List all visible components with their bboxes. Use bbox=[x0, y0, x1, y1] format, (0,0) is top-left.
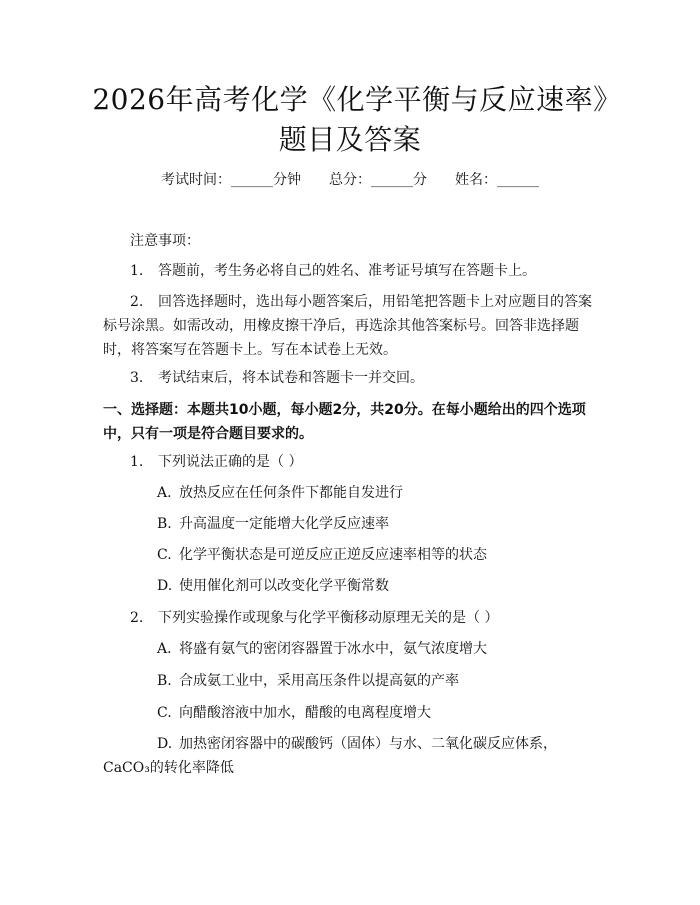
option-item bbox=[103, 732, 598, 780]
option-text: 将盛有氨气的密闭容器置于冰水中，氨气浓度增大 bbox=[179, 641, 487, 657]
option-item bbox=[157, 671, 459, 691]
option-text: 合成氨工业中，采用高压条件以提高氨的产率 bbox=[179, 673, 459, 689]
note-item bbox=[103, 290, 598, 362]
question-number: 2. bbox=[130, 610, 144, 626]
option-label: B. bbox=[157, 673, 172, 689]
question-text: 下列说法正确的是（ ） bbox=[158, 454, 303, 470]
note-text: 考试结束后，将本试卷和答题卡一并交回。 bbox=[158, 370, 424, 386]
option-label: D. bbox=[157, 736, 173, 752]
question-text: 下列实验操作或现象与化学平衡移动原理无关的是（ ） bbox=[158, 610, 499, 626]
option-item bbox=[157, 514, 389, 534]
option-item bbox=[157, 703, 431, 723]
option-item bbox=[157, 576, 389, 596]
total-score-field: 总分：______分 bbox=[329, 172, 427, 188]
exam-meta bbox=[0, 170, 700, 190]
option-label: B. bbox=[157, 516, 172, 532]
note-item bbox=[103, 366, 598, 390]
note-text: 回答选择题时，选出每小题答案后，用铅笔把答题卡上对应题目的答案标号涂黑。如需改动，用橡皮擦干净后，再选涂其他答案标号。回答非选择题时，将答案写在答题卡上。写在本试卷上无效。 bbox=[103, 294, 592, 358]
note-text: 答题前，考生务必将自己的姓名、准考证号填写在答题卡上。 bbox=[158, 263, 536, 279]
page-title: 2026年高考化学《化学平衡与反应速率》题目及答案 bbox=[92, 83, 608, 156]
option-label: A. bbox=[157, 641, 172, 657]
section-heading: 一、选择题：本题共10小题，每小题2分，共20分。在每小题给出的四个选项中，只有一项是符合题目要求的。 bbox=[103, 402, 586, 442]
option-text: 加热密闭容器中的碳酸钙（固体）与水、二氧化碳反应体系，CaCO₃的转化率降低 bbox=[103, 736, 557, 776]
option-item bbox=[157, 639, 487, 659]
question-stem bbox=[130, 608, 498, 628]
option-text: 化学平衡状态是可逆反应正逆反应速率相等的状态 bbox=[179, 547, 487, 563]
note-number: 3. bbox=[130, 370, 144, 386]
note-number: 1. bbox=[130, 263, 144, 279]
option-label: A. bbox=[157, 485, 172, 501]
option-text: 放热反应在任何条件下都能自发进行 bbox=[179, 485, 403, 501]
option-text: 向醋酸溶液中加水，醋酸的电离程度增大 bbox=[179, 705, 431, 721]
option-item bbox=[157, 483, 403, 503]
option-text: 使用催化剂可以改变化学平衡常数 bbox=[179, 578, 389, 594]
question-stem bbox=[130, 452, 302, 472]
note-number: 2. bbox=[130, 294, 144, 310]
note-item bbox=[103, 259, 598, 283]
question-number: 1. bbox=[130, 454, 144, 470]
exam-time-field: 考试时间：______分钟 bbox=[161, 172, 301, 188]
name-field: 姓名：______ bbox=[455, 172, 539, 188]
option-label: C. bbox=[157, 547, 172, 563]
option-label: C. bbox=[157, 705, 172, 721]
option-item bbox=[157, 545, 487, 565]
notes-heading: 注意事项： bbox=[130, 233, 200, 249]
option-label: D. bbox=[157, 578, 173, 594]
option-text: 升高温度一定能增大化学反应速率 bbox=[179, 516, 389, 532]
